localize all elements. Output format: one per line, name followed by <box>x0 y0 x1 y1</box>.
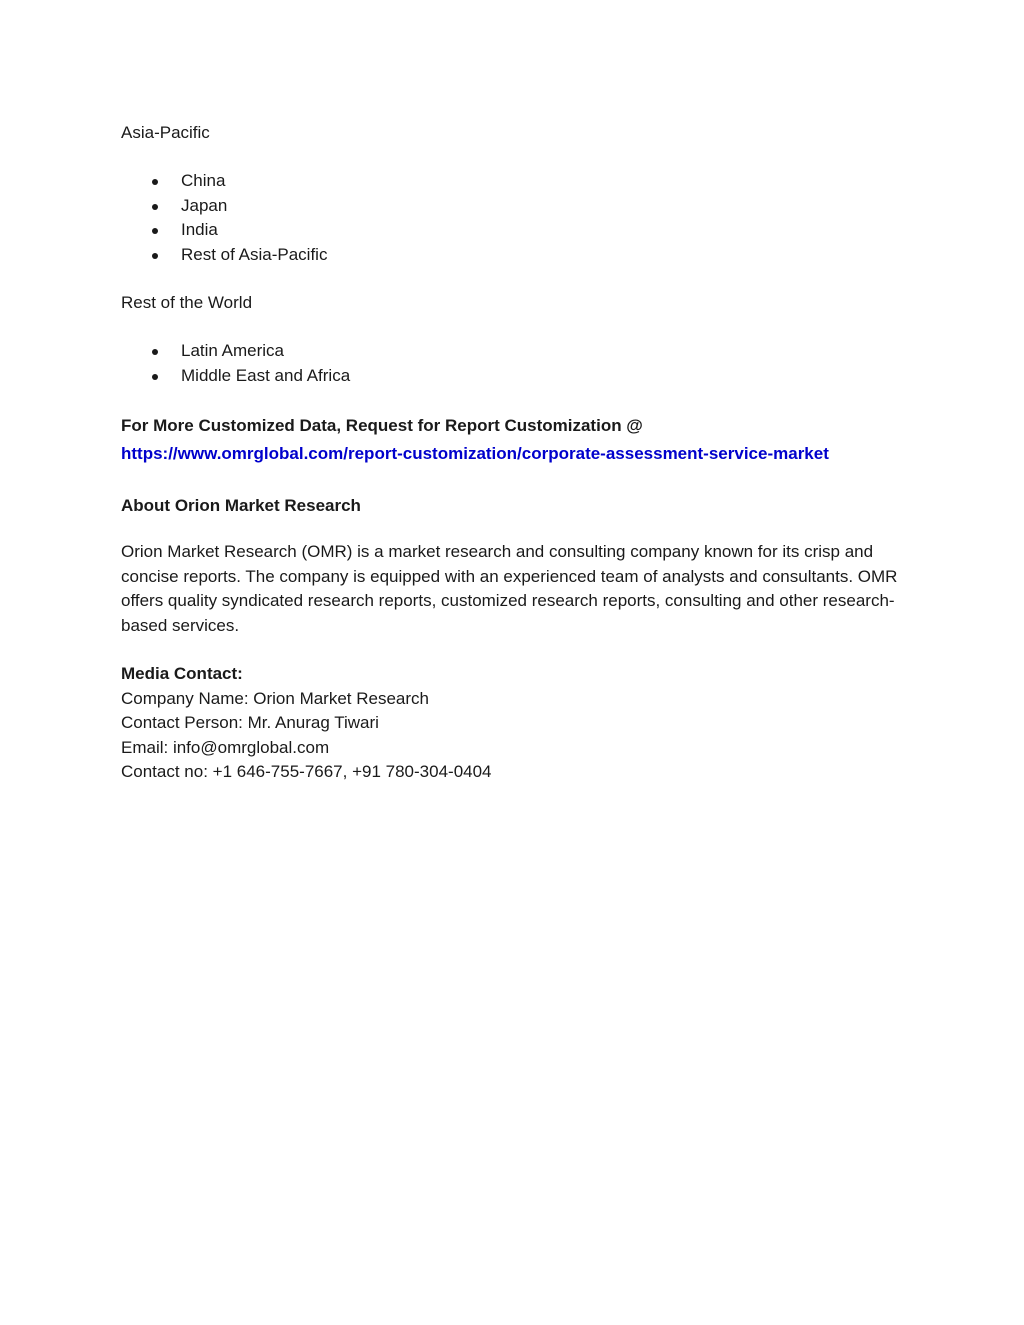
about-heading: About Orion Market Research <box>121 496 361 515</box>
rest-of-world-list <box>121 339 911 388</box>
region-title-asia-pacific: Asia-Pacific <box>121 123 210 142</box>
company-name: Company Name: Orion Market Research <box>121 688 430 708</box>
document-content <box>121 121 911 785</box>
customization-label: For More Customized Data, Request for Report Customization @ <box>121 416 643 435</box>
about-paragraph: Orion Market Research (OMR) is a market research and consulting company known for its crisp and concise reports. The company is equipped with an experienced team of analysts and consultants. OMR offers quality syndicated research reports, customized research reports, consulting and other research-based services. <box>121 542 898 635</box>
list-item: Japan <box>121 194 911 219</box>
asia-pacific-list <box>121 169 911 267</box>
list-item: Middle East and Africa <box>121 364 911 389</box>
customization-link[interactable]: https://www.omrglobal.com/report-customization/corporate-assessment-service-market <box>121 444 829 463</box>
region-title-rest-of-world: Rest of the World <box>121 293 253 312</box>
media-contact <box>121 662 911 785</box>
list-item: China <box>121 169 911 194</box>
list-item: Rest of Asia-Pacific <box>121 243 911 268</box>
list-item: India <box>121 218 911 243</box>
contact-email: Email: info@omrglobal.com <box>121 737 330 757</box>
contact-person: Contact Person: Mr. Anurag Tiwari <box>121 713 379 732</box>
media-contact-heading: Media Contact: <box>121 664 243 683</box>
list-item: Latin America <box>121 339 911 364</box>
customization-request <box>121 412 911 468</box>
contact-phone: Contact no: +1 646-755-7667, +91 780-304-0404 <box>121 762 492 781</box>
